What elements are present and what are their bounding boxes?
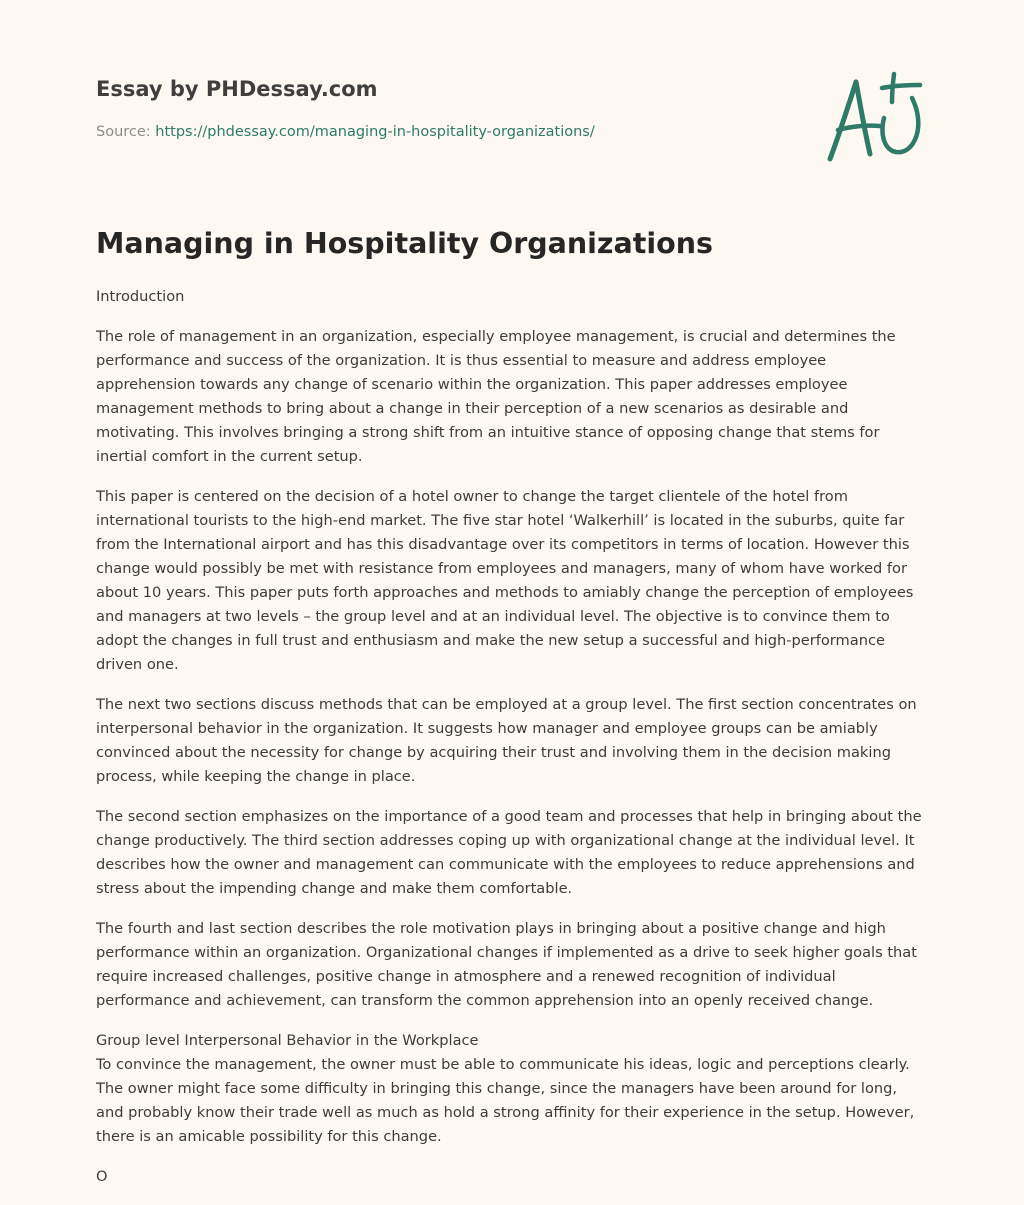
page-header bbox=[96, 74, 928, 140]
essay-body bbox=[96, 285, 928, 1205]
paragraph: O bbox=[96, 1168, 108, 1185]
section-heading: Group level Interpersonal Behavior in the Workplace bbox=[96, 1032, 479, 1049]
intro-heading: Introduction bbox=[96, 288, 185, 305]
paragraph: The next two sections discuss methods that can be employed at a group level. The first section concentrates on interpersonal behavior in the organization. It suggests how manager and employee groups can be amiably convinced about the necessity for change by acquiring their trust and involving them in the decision making process, while keeping the change in place. bbox=[96, 696, 917, 785]
paragraph: This paper is centered on the decision of a hotel owner to change the target clientele of the hotel from international tourists to the high-end market. The five star hotel ‘Walkerhill’ is located in the suburbs, quite far from the International airport and has this disadvantage over its competitors in terms of location. However this change would possibly be met with resistance from employees and managers, many of whom have worked for about 10 years. This paper puts forth approaches and methods to amiably change the perception of employees and managers at two levels – the group level and at an individual level. The objective is to convince them to adopt the changes in full trust and enthusiasm and make the new setup a successful and high-performance driven one. bbox=[96, 488, 914, 673]
brand-title: Essay by PHDessay.com bbox=[96, 77, 378, 101]
paragraph: The fourth and last section describes the role motivation plays in bringing about a positive change and high performance within an organization. Organizational changes if implemented as a drive to seek higher goals that require increased challenges, positive change in atmosphere and a renewed recognition of individual performance and achievement, can transform the common apprehension into an openly received change. bbox=[96, 920, 917, 1009]
section-block bbox=[96, 1029, 928, 1149]
a-plus-logo-icon bbox=[820, 68, 928, 168]
essay-title: Managing in Hospitality Organizations bbox=[96, 227, 713, 260]
paragraph: The role of management in an organization, especially employee management, is crucial and determines the performance and success of the organization. It is thus essential to measure and address employee apprehension towards any change of scenario within the organization. This paper addresses employee management methods to bring about a change in their perception of a new scenarios as desirable and motivating. This involves bringing a strong shift from an intuitive stance of opposing change that stems for inertial comfort in the current setup. bbox=[96, 328, 896, 465]
source-line bbox=[96, 124, 595, 140]
paragraph: The second section emphasizes on the importance of a good team and processes that help in bringing about the change productively. The third section addresses coping up with organizational change at the individual level. It describes how the owner and management can communicate with the employees to reduce apprehensions and stress about the impending change and make them comfortable. bbox=[96, 808, 922, 897]
source-link[interactable]: https://phdessay.com/managing-in-hospitality-organizations/ bbox=[155, 124, 595, 140]
paragraph: To convince the management, the owner must be able to communicate his ideas, logic and perceptions clearly. The owner might face some difficulty in bringing this change, since the managers have been around for long, and probably know their trade well as much as hold a strong affinity for their experience in the setup. However, there is an amicable possibility for this change. bbox=[96, 1056, 915, 1145]
source-label: Source: bbox=[96, 124, 151, 140]
